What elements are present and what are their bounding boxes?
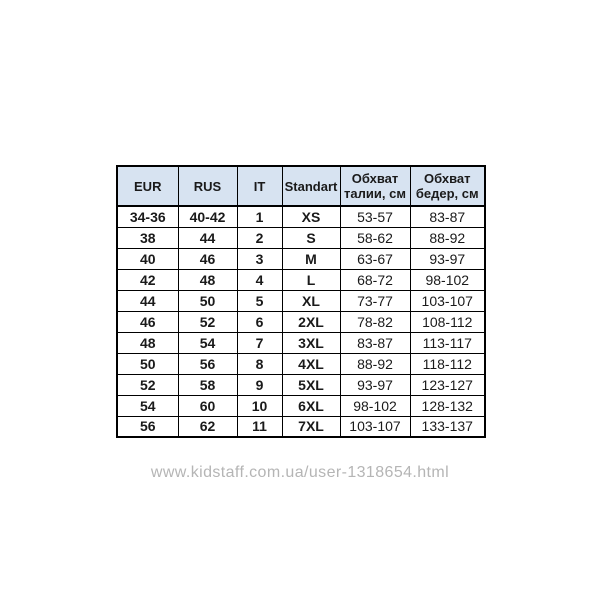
- table-cell: 34-36: [117, 206, 178, 227]
- watermark-url: www.kidstaff.com.ua/user-1318654.html: [150, 464, 450, 481]
- table-row: [117, 227, 485, 248]
- table-cell: 93-97: [410, 248, 485, 269]
- table-cell: 1: [237, 206, 282, 227]
- header-cell: Обхват бедер, см: [410, 166, 485, 206]
- table-cell: 103-107: [340, 416, 410, 437]
- table-cell: 52: [178, 311, 237, 332]
- table-cell: 4XL: [282, 353, 340, 374]
- table-cell: 42: [117, 269, 178, 290]
- table-cell: L: [282, 269, 340, 290]
- table-cell: 83-87: [340, 332, 410, 353]
- table-cell: 9: [237, 374, 282, 395]
- table-cell: 7XL: [282, 416, 340, 437]
- table-cell: 60: [178, 395, 237, 416]
- table-cell: 6: [237, 311, 282, 332]
- header-cell: Обхват талии, см: [340, 166, 410, 206]
- table-cell: 88-92: [340, 353, 410, 374]
- table-cell: 11: [237, 416, 282, 437]
- table-cell: 44: [117, 290, 178, 311]
- table-cell: 44: [178, 227, 237, 248]
- header-cell: RUS: [178, 166, 237, 206]
- header-cell: Standart: [282, 166, 340, 206]
- header-cell: EUR: [117, 166, 178, 206]
- table-cell: 5XL: [282, 374, 340, 395]
- table-row: [117, 206, 485, 227]
- table-row: [117, 269, 485, 290]
- table-cell: XS: [282, 206, 340, 227]
- table-cell: 88-92: [410, 227, 485, 248]
- table-cell: 63-67: [340, 248, 410, 269]
- table-cell: 53-57: [340, 206, 410, 227]
- table-cell: 56: [117, 416, 178, 437]
- table-cell: 54: [178, 332, 237, 353]
- table-head: [117, 166, 485, 206]
- table-cell: 128-132: [410, 395, 485, 416]
- table-cell: 93-97: [340, 374, 410, 395]
- table-cell: 68-72: [340, 269, 410, 290]
- table-cell: 7: [237, 332, 282, 353]
- table-cell: 73-77: [340, 290, 410, 311]
- table-row: [117, 332, 485, 353]
- table-cell: 10: [237, 395, 282, 416]
- table-cell: 52: [117, 374, 178, 395]
- table-cell: 103-107: [410, 290, 485, 311]
- table-cell: 98-102: [410, 269, 485, 290]
- table-row: [117, 311, 485, 332]
- table-row: [117, 248, 485, 269]
- table-cell: 40: [117, 248, 178, 269]
- table-cell: 40-42: [178, 206, 237, 227]
- table-cell: 2: [237, 227, 282, 248]
- table-cell: XL: [282, 290, 340, 311]
- table-cell: 50: [117, 353, 178, 374]
- table-cell: 133-137: [410, 416, 485, 437]
- table-cell: 50: [178, 290, 237, 311]
- table-cell: 5: [237, 290, 282, 311]
- table-cell: 58-62: [340, 227, 410, 248]
- table-cell: 54: [117, 395, 178, 416]
- table-cell: 62: [178, 416, 237, 437]
- table-header-row: [117, 166, 485, 206]
- table-cell: 8: [237, 353, 282, 374]
- table-body: [117, 206, 485, 437]
- table-cell: 2XL: [282, 311, 340, 332]
- table-cell: 3: [237, 248, 282, 269]
- table-cell: 108-112: [410, 311, 485, 332]
- table-cell: 6XL: [282, 395, 340, 416]
- header-cell: IT: [237, 166, 282, 206]
- table-row: [117, 395, 485, 416]
- table-cell: 3XL: [282, 332, 340, 353]
- table-cell: 98-102: [340, 395, 410, 416]
- table-row: [117, 374, 485, 395]
- table-cell: 48: [117, 332, 178, 353]
- table-row: [117, 416, 485, 437]
- table-cell: 56: [178, 353, 237, 374]
- size-conversion-table: [116, 165, 486, 438]
- table-cell: 58: [178, 374, 237, 395]
- table-cell: 113-117: [410, 332, 485, 353]
- table-cell: 83-87: [410, 206, 485, 227]
- table-cell: 118-112: [410, 353, 485, 374]
- table-row: [117, 290, 485, 311]
- table-cell: 38: [117, 227, 178, 248]
- table-cell: 46: [178, 248, 237, 269]
- table-cell: M: [282, 248, 340, 269]
- table-cell: 46: [117, 311, 178, 332]
- table-cell: S: [282, 227, 340, 248]
- table-cell: 4: [237, 269, 282, 290]
- table-cell: 78-82: [340, 311, 410, 332]
- table-cell: 48: [178, 269, 237, 290]
- table-row: [117, 353, 485, 374]
- table-cell: 123-127: [410, 374, 485, 395]
